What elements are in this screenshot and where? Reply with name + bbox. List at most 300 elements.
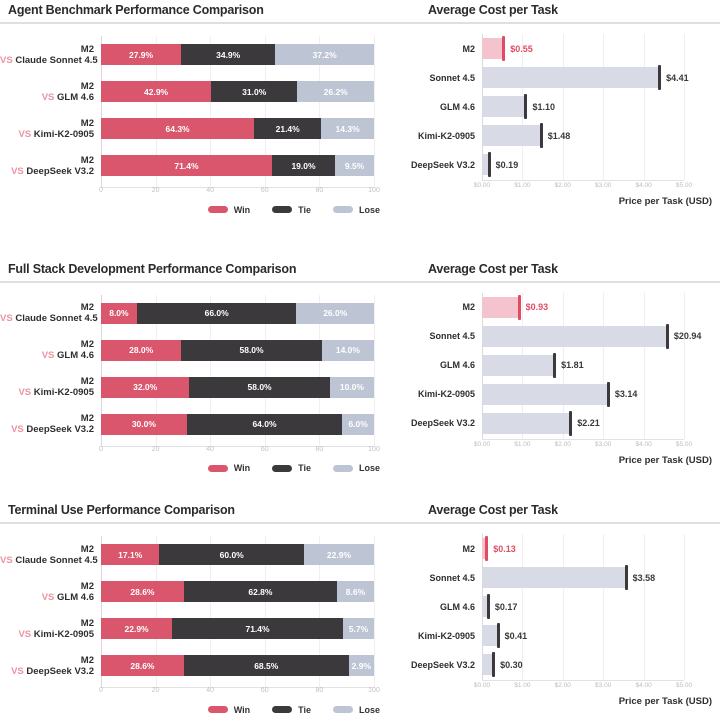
opponent-label: Claude Sonnet 4.5 bbox=[15, 554, 98, 566]
cost-value-label: $0.19 bbox=[495, 159, 519, 170]
bar-track bbox=[482, 38, 684, 59]
chart-title: Agent Benchmark Performance Comparison bbox=[8, 3, 264, 17]
category-label: Kimi-K2-0905 bbox=[417, 389, 475, 400]
category-label: Sonnet 4.5 bbox=[429, 72, 475, 83]
cost-bar-cap bbox=[485, 536, 488, 561]
matchup-label bbox=[0, 554, 98, 566]
category-label bbox=[0, 81, 101, 103]
cost-bar-cap bbox=[488, 152, 491, 177]
cost-bar bbox=[482, 38, 504, 59]
category-label bbox=[0, 155, 101, 177]
matchup-label bbox=[0, 592, 94, 603]
x-tick-label: 0 bbox=[99, 687, 103, 695]
win-segment bbox=[101, 544, 159, 565]
lose-segment bbox=[349, 655, 374, 676]
win-segment bbox=[101, 655, 184, 676]
model-label: M2 bbox=[80, 654, 94, 666]
category-label: DeepSeek V3.2 bbox=[410, 418, 475, 429]
title-underline bbox=[396, 522, 720, 524]
bar-rows bbox=[0, 295, 396, 443]
vs-label: VS bbox=[41, 350, 55, 362]
segment-value-label: 71.4% bbox=[245, 623, 270, 634]
cost-bar bbox=[482, 596, 489, 617]
chart-row-item bbox=[0, 647, 396, 684]
segment-value-label: 10.0% bbox=[339, 382, 364, 393]
cost-value-label: $2.21 bbox=[577, 418, 600, 429]
model-label: M2 bbox=[80, 302, 94, 314]
matchup-label bbox=[0, 387, 94, 398]
x-tick-label: 0 bbox=[99, 187, 103, 194]
tie-segment bbox=[159, 544, 304, 565]
segment-value-label: 62.8% bbox=[248, 586, 273, 597]
category-label: DeepSeek V3.2 bbox=[410, 159, 475, 170]
legend-item bbox=[208, 463, 250, 473]
x-tick-label: 60 bbox=[260, 187, 269, 194]
x-tick-label: $3.00 bbox=[595, 440, 612, 448]
category-label bbox=[0, 118, 101, 140]
segment-value-label: 42.9% bbox=[144, 86, 169, 97]
stacked-bar bbox=[101, 618, 374, 639]
x-axis-ticks bbox=[473, 438, 693, 450]
cost-bar bbox=[482, 154, 490, 175]
stacked-bar bbox=[101, 655, 374, 676]
legend-label: Win bbox=[233, 463, 251, 474]
tie-segment bbox=[172, 618, 343, 639]
tie-segment bbox=[272, 155, 335, 176]
segment-value-label: 26.0% bbox=[323, 308, 348, 319]
category-label: M2 bbox=[462, 543, 475, 554]
segment-value-label: 64.0% bbox=[252, 419, 277, 430]
x-tick-label: $1.00 bbox=[514, 682, 531, 690]
cost-bar-cap bbox=[607, 382, 610, 407]
cost-value-label: $3.58 bbox=[632, 572, 656, 583]
tie-segment bbox=[184, 581, 337, 602]
segment-value-label: 9.5% bbox=[344, 160, 365, 171]
cost-bar bbox=[482, 625, 499, 646]
legend-swatch-tie bbox=[272, 706, 292, 713]
model-label: M2 bbox=[80, 154, 94, 166]
x-tick-label: 100 bbox=[368, 687, 380, 695]
category-label: M2 bbox=[462, 302, 475, 313]
category-label: GLM 4.6 bbox=[439, 360, 475, 371]
stacked-bar bbox=[101, 377, 374, 398]
chart-title: Average Cost per Task bbox=[428, 3, 558, 17]
legend-item bbox=[333, 463, 380, 473]
x-tick-label: 40 bbox=[206, 445, 215, 453]
lose-segment bbox=[342, 414, 374, 435]
cost-value-label: $0.93 bbox=[525, 302, 549, 313]
x-tick-label: 100 bbox=[368, 445, 380, 453]
plot-area bbox=[0, 536, 396, 697]
legend-label: Win bbox=[233, 204, 251, 215]
cost-bar bbox=[482, 96, 526, 117]
vs-label: VS bbox=[18, 128, 32, 140]
x-axis-ticks bbox=[473, 179, 693, 191]
bar-track bbox=[482, 654, 684, 675]
segment-value-label: 32.0% bbox=[133, 382, 158, 393]
cost-bar bbox=[482, 413, 571, 434]
chart-row-item bbox=[0, 536, 396, 573]
opponent-label: Kimi-K2-0905 bbox=[33, 128, 94, 140]
segment-value-label: 22.9% bbox=[124, 623, 149, 634]
category-label bbox=[0, 376, 101, 398]
legend-label: Tie bbox=[298, 204, 311, 215]
vs-label: VS bbox=[41, 591, 55, 603]
segment-value-label: 14.3% bbox=[335, 123, 360, 134]
stacked-bar bbox=[101, 544, 374, 565]
legend-swatch-lose bbox=[333, 706, 353, 713]
x-tick-label: 80 bbox=[315, 687, 324, 695]
bar-rows bbox=[0, 536, 396, 684]
cost-bar-cap bbox=[658, 65, 661, 90]
x-tick-label: 20 bbox=[151, 187, 160, 194]
bar-track bbox=[482, 413, 684, 434]
win-segment bbox=[101, 303, 137, 324]
x-tick-label: $5.00 bbox=[675, 182, 693, 189]
bar-track bbox=[482, 154, 684, 175]
x-tick-label: 80 bbox=[315, 445, 324, 453]
bar-track bbox=[482, 625, 684, 646]
matchup-label bbox=[0, 54, 98, 66]
matchup-label bbox=[0, 129, 94, 140]
lose-segment bbox=[296, 303, 374, 324]
stacked-bar bbox=[101, 581, 374, 602]
plot-area bbox=[396, 534, 720, 691]
chart-grid-row bbox=[0, 0, 720, 242]
segment-value-label: 21.4% bbox=[275, 123, 300, 134]
legend-label: Win bbox=[233, 704, 251, 715]
matchup-label bbox=[0, 666, 94, 677]
segment-value-label: 66.0% bbox=[204, 308, 229, 319]
plot-area bbox=[0, 295, 396, 456]
tie-segment bbox=[181, 44, 275, 65]
cost-panel bbox=[396, 0, 720, 242]
chart-row-item bbox=[0, 295, 396, 332]
bar-rows bbox=[396, 293, 720, 438]
lose-segment bbox=[297, 81, 374, 102]
cost-bar-cap bbox=[666, 324, 669, 349]
segment-value-label: 28.6% bbox=[130, 660, 155, 671]
x-axis-title: Price per Task (USD) bbox=[618, 696, 712, 708]
x-tick-label: $5.00 bbox=[675, 440, 693, 448]
legend-swatch-tie bbox=[272, 465, 292, 472]
bar-track bbox=[482, 596, 684, 617]
segment-value-label: 19.0% bbox=[291, 160, 316, 171]
chart-row-item bbox=[396, 380, 720, 409]
legend-label: Tie bbox=[298, 704, 311, 715]
cost-value-label: $1.10 bbox=[532, 101, 555, 112]
cost-bar-cap bbox=[625, 565, 628, 590]
win-segment bbox=[101, 414, 187, 435]
x-tick-label: 60 bbox=[260, 687, 269, 695]
segment-value-label: 60.0% bbox=[219, 549, 244, 560]
title-underline bbox=[396, 281, 720, 283]
cost-value-label: $3.14 bbox=[614, 389, 638, 400]
chart-grid-row bbox=[0, 242, 720, 484]
chart-title: Terminal Use Performance Comparison bbox=[8, 503, 235, 518]
tie-segment bbox=[137, 303, 297, 324]
vs-label: VS bbox=[11, 665, 24, 677]
cost-bar-cap bbox=[492, 652, 495, 677]
category-label: M2 bbox=[462, 43, 475, 54]
category-label: DeepSeek V3.2 bbox=[410, 659, 475, 670]
opponent-label: GLM 4.6 bbox=[57, 91, 94, 103]
chart-row-item bbox=[0, 110, 396, 147]
segment-value-label: 64.3% bbox=[165, 123, 190, 134]
segment-value-label: 5.7% bbox=[348, 623, 369, 634]
win-segment bbox=[101, 155, 272, 176]
legend-item bbox=[272, 205, 311, 215]
x-tick-label: $3.00 bbox=[595, 182, 612, 189]
chart-grid-row bbox=[0, 483, 720, 725]
category-label: Sonnet 4.5 bbox=[429, 331, 475, 342]
cost-value-label: $0.17 bbox=[494, 601, 518, 612]
lose-segment bbox=[337, 581, 374, 602]
cost-value-label: $20.94 bbox=[673, 331, 702, 342]
tie-segment bbox=[189, 377, 330, 398]
legend-swatch-win bbox=[208, 706, 228, 713]
win-segment bbox=[101, 377, 189, 398]
chart-row-item bbox=[0, 573, 396, 610]
category-label bbox=[0, 339, 101, 361]
model-label: M2 bbox=[80, 80, 94, 92]
stacked-bar bbox=[101, 44, 374, 65]
cost-bar-cap bbox=[518, 295, 521, 320]
category-label bbox=[0, 44, 101, 66]
performance-comparison-panel bbox=[0, 483, 396, 725]
category-label bbox=[0, 302, 101, 324]
x-axis-ticks bbox=[473, 679, 693, 691]
segment-value-label: 58.0% bbox=[239, 345, 264, 356]
segment-value-label: 27.9% bbox=[128, 49, 154, 60]
cost-bar-cap bbox=[569, 411, 572, 436]
category-label: GLM 4.6 bbox=[439, 101, 475, 112]
legend-item bbox=[333, 205, 380, 215]
category-label bbox=[0, 413, 101, 435]
chart-row-item bbox=[396, 351, 720, 380]
matchup-label bbox=[0, 350, 94, 361]
chart-row-item bbox=[396, 121, 720, 150]
bar-track bbox=[482, 538, 684, 559]
tie-segment bbox=[181, 340, 322, 361]
bar-track bbox=[482, 384, 684, 405]
chart-row-item bbox=[0, 332, 396, 369]
segment-value-label: 17.1% bbox=[118, 549, 143, 560]
win-segment bbox=[101, 81, 211, 102]
x-tick-label: 20 bbox=[151, 687, 160, 695]
model-label: M2 bbox=[80, 339, 94, 351]
segment-value-label: 8.0% bbox=[109, 308, 129, 319]
x-tick-label: 20 bbox=[151, 445, 160, 453]
segment-value-label: 71.4% bbox=[174, 160, 199, 171]
x-tick-label: $4.00 bbox=[635, 682, 652, 690]
category-label: Kimi-K2-0905 bbox=[417, 130, 475, 141]
legend bbox=[0, 703, 380, 716]
title-underline bbox=[0, 522, 396, 524]
segment-value-label: 14.0% bbox=[335, 345, 360, 356]
matchup-label bbox=[0, 166, 94, 177]
x-tick-label: $4.00 bbox=[635, 440, 652, 448]
bar-rows bbox=[396, 34, 720, 179]
category-label bbox=[0, 618, 101, 640]
vs-label: VS bbox=[41, 91, 55, 103]
cost-bar bbox=[482, 125, 542, 146]
model-label: M2 bbox=[80, 413, 94, 425]
legend-item bbox=[272, 463, 311, 473]
model-label: M2 bbox=[80, 43, 94, 55]
legend-swatch-lose bbox=[333, 206, 353, 213]
chart-row-item bbox=[0, 36, 396, 73]
vs-label: VS bbox=[0, 313, 13, 325]
cost-value-label: $0.13 bbox=[493, 543, 516, 554]
x-axis-title: Price per Task (USD) bbox=[618, 196, 712, 207]
legend-label: Lose bbox=[358, 704, 380, 715]
cost-bar bbox=[482, 297, 520, 318]
cost-value-label: $1.81 bbox=[561, 360, 584, 371]
x-tick-label: 0 bbox=[99, 445, 103, 453]
chart-row-item bbox=[396, 34, 720, 63]
legend bbox=[0, 203, 380, 216]
x-tick-label: $2.00 bbox=[554, 182, 571, 189]
model-label: M2 bbox=[80, 376, 94, 388]
bar-rows bbox=[396, 534, 720, 679]
segment-value-label: 8.6% bbox=[345, 586, 366, 597]
segment-value-label: 2.9% bbox=[351, 660, 372, 671]
opponent-label: GLM 4.6 bbox=[57, 350, 94, 362]
lose-segment bbox=[304, 544, 374, 565]
vs-label: VS bbox=[11, 165, 24, 177]
cost-value-label: $0.41 bbox=[504, 630, 528, 641]
win-segment bbox=[101, 618, 172, 639]
x-axis-ticks bbox=[99, 184, 380, 197]
chart-row-item bbox=[396, 92, 720, 121]
cost-bar-cap bbox=[524, 94, 527, 119]
model-label: M2 bbox=[80, 543, 94, 555]
chart-row-item bbox=[396, 650, 720, 679]
lose-segment bbox=[335, 155, 374, 176]
chart-row-item bbox=[0, 73, 396, 110]
opponent-label: Claude Sonnet 4.5 bbox=[15, 54, 98, 66]
stacked-bar bbox=[101, 81, 374, 102]
category-label: Kimi-K2-0905 bbox=[417, 630, 475, 641]
bar-rows bbox=[0, 36, 396, 184]
matchup-label bbox=[0, 424, 94, 435]
chart-row-item bbox=[0, 406, 396, 443]
vs-label: VS bbox=[11, 424, 24, 436]
bar-track bbox=[482, 67, 689, 88]
stacked-bar bbox=[101, 118, 374, 139]
tie-segment bbox=[211, 81, 297, 102]
segment-value-label: 6.0% bbox=[348, 419, 368, 430]
cost-value-label: $4.41 bbox=[666, 72, 689, 83]
win-segment bbox=[101, 581, 184, 602]
chart-title: Average Cost per Task bbox=[428, 261, 558, 276]
win-segment bbox=[101, 44, 181, 65]
x-tick-label: $4.00 bbox=[635, 182, 652, 189]
chart-title: Average Cost per Task bbox=[428, 503, 558, 518]
legend-label: Tie bbox=[298, 463, 311, 474]
x-tick-label: $5.00 bbox=[675, 682, 693, 690]
title-underline bbox=[396, 22, 720, 24]
cost-value-label: $0.55 bbox=[510, 43, 533, 54]
category-label bbox=[0, 544, 101, 566]
cost-bar-cap bbox=[487, 594, 490, 619]
cost-value-label: $1.48 bbox=[547, 130, 571, 141]
cost-panel bbox=[396, 242, 720, 484]
chart-row-item bbox=[396, 293, 720, 322]
cost-bar bbox=[482, 355, 555, 376]
legend-item bbox=[208, 705, 250, 715]
segment-value-label: 31.0% bbox=[242, 86, 267, 97]
cost-bar-cap bbox=[553, 353, 556, 378]
bar-track bbox=[482, 567, 684, 588]
cost-value-label: $0.30 bbox=[500, 659, 523, 670]
segment-value-label: 22.9% bbox=[326, 549, 352, 560]
bar-track bbox=[482, 125, 684, 146]
category-label bbox=[0, 655, 101, 677]
chart-row-item bbox=[0, 369, 396, 406]
opponent-label: DeepSeek V3.2 bbox=[26, 165, 94, 177]
x-tick-label: $2.00 bbox=[554, 682, 571, 690]
opponent-label: Kimi-K2-0905 bbox=[33, 387, 94, 399]
cost-bar bbox=[482, 538, 487, 559]
lose-segment bbox=[330, 377, 374, 398]
x-axis-ticks bbox=[99, 684, 380, 697]
vs-label: VS bbox=[18, 387, 32, 399]
chart-row-item bbox=[396, 534, 720, 563]
cost-bar bbox=[482, 384, 609, 405]
cost-bar bbox=[482, 326, 668, 347]
x-tick-label: $0.00 bbox=[473, 440, 491, 448]
opponent-label: Claude Sonnet 4.5 bbox=[15, 313, 98, 325]
x-axis-ticks bbox=[99, 443, 380, 456]
matchup-label bbox=[0, 629, 94, 640]
segment-value-label: 68.5% bbox=[254, 660, 279, 671]
plot-area bbox=[396, 34, 720, 191]
x-tick-label: 80 bbox=[315, 187, 324, 194]
tie-segment bbox=[254, 118, 321, 139]
lose-segment bbox=[322, 340, 374, 361]
category-label: Sonnet 4.5 bbox=[429, 572, 475, 583]
lose-segment bbox=[321, 118, 374, 139]
chart-row-item bbox=[0, 147, 396, 184]
title-underline bbox=[0, 22, 396, 24]
lose-segment bbox=[275, 44, 374, 65]
x-tick-label: $1.00 bbox=[514, 182, 531, 189]
cost-panel bbox=[396, 483, 720, 725]
opponent-label: GLM 4.6 bbox=[57, 591, 94, 603]
segment-value-label: 28.6% bbox=[130, 586, 155, 597]
stacked-bar bbox=[101, 414, 374, 435]
chart-row-item bbox=[396, 150, 720, 179]
legend-swatch-lose bbox=[333, 465, 353, 472]
legend-swatch-win bbox=[208, 465, 228, 472]
segment-value-label: 58.0% bbox=[247, 382, 272, 393]
performance-comparison-panel bbox=[0, 242, 396, 484]
legend-item bbox=[272, 705, 311, 715]
win-segment bbox=[101, 118, 254, 139]
stacked-bar bbox=[101, 340, 374, 361]
x-tick-label: 100 bbox=[368, 187, 380, 194]
legend-label: Lose bbox=[358, 463, 380, 474]
category-label: GLM 4.6 bbox=[439, 601, 475, 612]
legend-label: Lose bbox=[358, 204, 380, 215]
lose-segment bbox=[343, 618, 374, 639]
bar-track bbox=[482, 96, 684, 117]
win-segment bbox=[101, 340, 181, 361]
legend-swatch-tie bbox=[272, 206, 292, 213]
stacked-bar bbox=[101, 155, 374, 176]
